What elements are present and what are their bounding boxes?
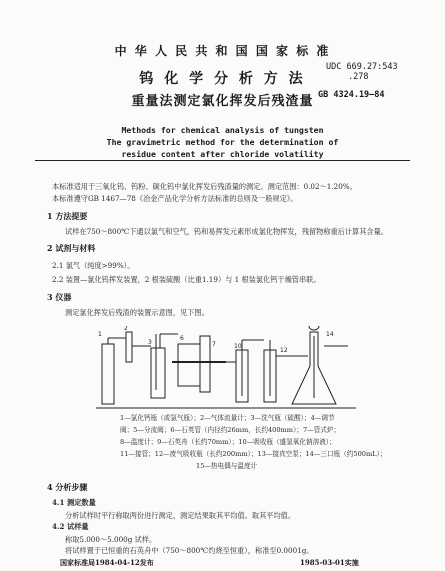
standard-body-header: 中 华 人 民 共 和 国 国 家 标 准 bbox=[114, 44, 331, 58]
svg-text:10: 10 bbox=[234, 343, 242, 350]
section-4-heading: 4 分析步骤 bbox=[47, 482, 88, 492]
english-title-line-3: residue content after chloride volatility bbox=[121, 149, 324, 159]
figure-legend-line-5: 15—热电偶与温度计 bbox=[196, 462, 258, 470]
gb-code: GB 4324.19—84 bbox=[318, 90, 385, 100]
svg-text:12: 12 bbox=[280, 347, 288, 354]
svg-text:2: 2 bbox=[124, 326, 128, 332]
section-4-1-text: 分析试样时平行称取两份进行测定，测定结果取其平均值。取其平均值。 bbox=[65, 511, 296, 520]
svg-text:3: 3 bbox=[148, 339, 152, 346]
tube-furnace bbox=[178, 344, 200, 386]
section-4-2-text-2: 将试样置于已恒重的石英舟中（750～800℃灼烧至恒重），称准至0.0001g。 bbox=[65, 546, 314, 555]
figure-legend-line-4: 11—接管；12—废气吸收瓶（长约200mm）；13—接真空泵；14—三口瓶（约500mL）； bbox=[120, 450, 387, 458]
header-divider bbox=[35, 160, 410, 161]
intro-scope: 本标准适用于三氧化钨、钨粉、碳化钨中氯化挥发后残渣量的测定。测定范围：0.02～1.20%。 bbox=[52, 182, 357, 191]
section-2-2: 2.2 装置—氯化钨挥发装置，2 根装硫酸（比重1.19）与 1 根装氯化钙干燥管串联。 bbox=[52, 275, 321, 284]
intro-general-rule: 本标准遵守GB 1467—78《冶金产品化学分析方法标准的总则及一般规定》。 bbox=[52, 194, 298, 203]
section-2-1: 2.1 氯气（纯度>99%）。 bbox=[52, 261, 135, 270]
section-1-text: 试样在750～800℃下通以氯气和空气，钨和易挥发元素形成氯化物挥发，残留物称重后计算其含量。 bbox=[65, 227, 388, 236]
section-4-1: 4.1 测定数量 bbox=[52, 498, 96, 507]
section-4-2-text: 称取5.000～5.000g 试样。 bbox=[65, 535, 157, 544]
figure-legend-line-1: 1—氯化钙瓶（或氯气瓶）；2—气体流量计；3—洗气瓶（硫酸）；4—调节 bbox=[120, 414, 335, 422]
svg-text:7: 7 bbox=[212, 341, 216, 348]
section-4-2: 4.2 试样量 bbox=[52, 522, 89, 531]
footer-issued: 国家标准局1984-04-12发布 bbox=[60, 558, 154, 567]
figure-legend-line-3: 8—温度计；9—石英舟（长约70mm）；10—吸收瓶（盛氢氧化钠溶液）； bbox=[120, 438, 336, 446]
document-subtitle: 重量法测定氯化挥发后残渣量 bbox=[131, 94, 314, 109]
figure-legend-line-2: 阀；5—分流阀；6—石英管（内径约26mm，长约400mm）；7—管式炉； bbox=[120, 426, 341, 434]
section-3-heading: 3 仪器 bbox=[47, 292, 72, 302]
english-title-line-2: The gravimetric method for the determination of bbox=[106, 137, 339, 147]
english-title-line-1: Methods for chemical analysis of tungsten bbox=[121, 125, 324, 135]
gas-cylinder bbox=[102, 344, 114, 404]
svg-text:6: 6 bbox=[180, 335, 184, 342]
udc-line-1: UDC 669.27:543 bbox=[326, 62, 398, 72]
section-1-heading: 1 方法提要 bbox=[47, 211, 88, 221]
footer-effective: 1985-03-01实施 bbox=[300, 558, 359, 567]
section-2-heading: 2 试剂与材料 bbox=[47, 243, 96, 253]
document-title: 钨 化 学 分 析 方 法 bbox=[139, 71, 306, 87]
svg-text:1: 1 bbox=[98, 331, 102, 338]
svg-text:14: 14 bbox=[326, 331, 334, 338]
udc-line-2: .278 bbox=[348, 72, 369, 82]
section-3-text: 测定氯化挥发后残渣的装置示意图，见下图。 bbox=[65, 308, 209, 317]
apparatus-diagram bbox=[96, 326, 378, 416]
wash-bottle bbox=[151, 348, 165, 398]
